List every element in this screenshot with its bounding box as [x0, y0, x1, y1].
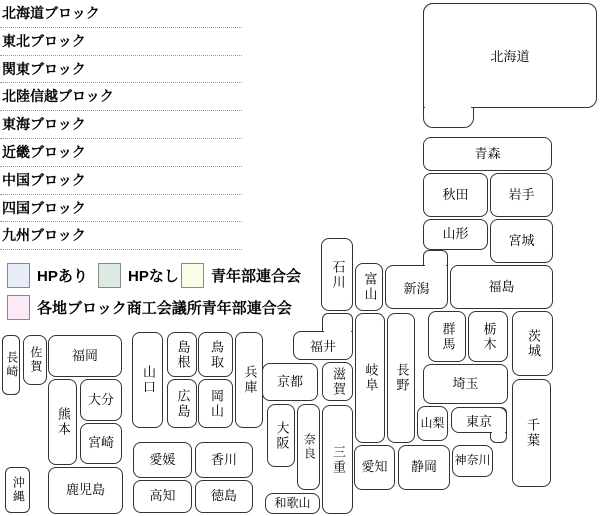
- legend-label-hp-ari: HPあり: [37, 268, 88, 285]
- block-item-shikoku[interactable]: 四国ブロック: [0, 195, 242, 223]
- pref-akita[interactable]: 秋田: [423, 173, 488, 217]
- pref-kanagawa[interactable]: 神奈川: [452, 445, 493, 477]
- pref-osaka[interactable]: 大阪: [267, 404, 295, 467]
- pref-miyazaki[interactable]: 宮崎: [80, 423, 122, 464]
- pref-miyagi[interactable]: 宮城: [490, 219, 553, 263]
- pref-shiga[interactable]: 滋賀: [322, 362, 353, 401]
- legend-label-seinenbu-rengokai: 青年部連合会: [211, 268, 302, 285]
- pref-toyama[interactable]: 富山: [355, 263, 383, 311]
- block-item-kyushu[interactable]: 九州ブロック: [0, 222, 242, 250]
- pref-hyogo[interactable]: 兵庫: [235, 332, 263, 428]
- block-item-chugoku[interactable]: 中国ブロック: [0, 167, 242, 195]
- block-item-hokurikushinetsu[interactable]: 北陸信越ブロック: [0, 83, 242, 111]
- block-item-hokkaido[interactable]: 北海道ブロック: [0, 0, 242, 28]
- pref-kumamoto[interactable]: 熊本: [48, 379, 77, 465]
- pref-hiroshima[interactable]: 広島: [167, 379, 197, 428]
- pref-aichi[interactable]: 愛知: [354, 445, 395, 490]
- pref-fukuoka[interactable]: 福岡: [48, 335, 122, 377]
- pref-tottori[interactable]: 鳥取: [198, 332, 233, 377]
- pref-saga[interactable]: 佐賀: [23, 335, 47, 385]
- pref-niigata[interactable]: 新潟: [403, 280, 430, 296]
- pref-oita[interactable]: 大分: [80, 379, 122, 421]
- pref-kagoshima[interactable]: 鹿児島: [48, 467, 123, 514]
- block-item-tohoku[interactable]: 東北ブロック: [0, 28, 242, 56]
- pref-aomori[interactable]: 青森: [423, 137, 552, 171]
- pref-nagano[interactable]: 長野: [387, 313, 415, 443]
- pref-nagasaki[interactable]: 長崎: [2, 335, 20, 395]
- pref-wakayama[interactable]: 和歌山: [265, 493, 320, 514]
- pref-fukushima[interactable]: 福島: [450, 265, 553, 309]
- pref-gifu[interactable]: 岐阜: [355, 313, 385, 443]
- pref-tochigi[interactable]: 栃木: [468, 311, 508, 362]
- legend-label-block-rengokai: 各地ブロック商工会議所青年部連合会: [37, 300, 292, 317]
- pref-kochi[interactable]: 高知: [133, 480, 192, 513]
- pref-saitama[interactable]: 埼玉: [423, 364, 508, 404]
- pref-gunma[interactable]: 群馬: [428, 311, 466, 362]
- pref-kagawa[interactable]: 香川: [195, 442, 253, 478]
- pref-tokyo[interactable]: 東京: [465, 413, 492, 429]
- pref-yamanashi[interactable]: 山梨: [417, 406, 448, 441]
- pref-fukui[interactable]: 福井: [309, 339, 336, 354]
- block-item-tokai[interactable]: 東海ブロック: [0, 111, 242, 139]
- pref-yamagata[interactable]: 山形: [423, 219, 488, 250]
- pref-okinawa[interactable]: 沖縄: [5, 467, 30, 513]
- legend-label-hp-nashi: HPなし: [128, 268, 179, 285]
- pref-hokkaido[interactable]: 北海道: [490, 49, 530, 64]
- block-item-kanto[interactable]: 関東ブロック: [0, 56, 242, 84]
- pref-okayama[interactable]: 岡山: [198, 379, 233, 428]
- pref-ibaraki[interactable]: 茨城: [512, 311, 553, 376]
- pref-mie[interactable]: 三重: [322, 405, 353, 514]
- pref-ishikawa[interactable]: 石川: [321, 238, 353, 311]
- block-item-kinki[interactable]: 近畿ブロック: [0, 139, 242, 167]
- pref-chiba[interactable]: 千葉: [512, 379, 551, 487]
- pref-nara[interactable]: 奈良: [297, 404, 320, 490]
- pref-shizuoka[interactable]: 静岡: [398, 445, 450, 490]
- pref-shimane[interactable]: 島根: [167, 332, 197, 377]
- pref-yamaguchi[interactable]: 山口: [132, 332, 163, 428]
- pref-iwate[interactable]: 岩手: [490, 173, 553, 217]
- pref-tokushima[interactable]: 徳島: [195, 480, 253, 513]
- pref-kyoto[interactable]: 京都: [262, 363, 318, 401]
- pref-ehime[interactable]: 愛媛: [133, 442, 192, 478]
